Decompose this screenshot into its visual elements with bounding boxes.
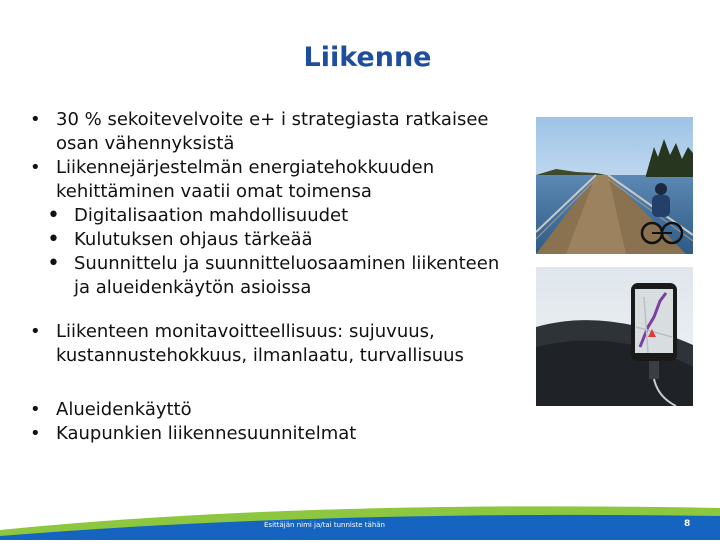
footer-wave-graphic [0, 490, 720, 540]
bullet-dot-icon: • [47, 227, 60, 252]
bullet-text: Alueidenkäyttö [56, 399, 192, 420]
bullet-dot-icon: • [30, 399, 41, 420]
page-number: 8 [684, 519, 691, 529]
bridge-cyclist-image [536, 117, 693, 254]
bullet-item [30, 398, 510, 422]
bullet-text: Liikennejärjestelmän energiatehokkuuden kehittäminen vaatii omat toimensa [56, 157, 435, 202]
bullet-dot-icon: • [30, 157, 41, 178]
bullet-text: Liikenteen monitavoitteellisuus: sujuvuus, kustannustehokkuus, ilmanlaatu, turvallisuus [56, 321, 464, 366]
sub-bullet-item [30, 204, 510, 228]
sub-bullet-item [30, 252, 510, 300]
bridge-cyclist-photo [536, 117, 693, 254]
sub-bullet-text: Kulutuksen ohjaus tärkeää [74, 229, 313, 250]
bullet-dot-icon: • [47, 203, 60, 228]
bullet-dot-icon: • [30, 423, 41, 444]
bullet-dot-icon: • [30, 109, 41, 130]
footer-wave [0, 490, 720, 540]
bullet-dot-icon: • [30, 321, 41, 342]
bullet-item [30, 422, 510, 446]
slide-title: Liikenne [303, 42, 432, 73]
bullet-item [30, 156, 510, 204]
car-navigation-image [536, 267, 693, 406]
car-navigation-photo [536, 267, 693, 406]
footer-presenter-text: Esittäjän nimi ja/tai tunniste tähän [264, 521, 385, 529]
bullet-item [30, 108, 510, 156]
bullet-item [30, 320, 510, 368]
sub-bullet-text: Digitalisaation mahdollisuudet [74, 205, 349, 226]
bullet-text: 30 % sekoitevelvoite e+ i strategiasta ratkaisee osan vähennyksistä [56, 109, 489, 154]
bullet-text: Kaupunkien liikennesuunnitelmat [56, 423, 357, 444]
bullet-list [30, 108, 510, 446]
sub-bullet-item [30, 228, 510, 252]
bullet-dot-icon: • [47, 251, 60, 276]
sub-bullet-text: Suunnittelu ja suunnitteluosaaminen liikenteen ja alueidenkäytön asioissa [74, 253, 500, 298]
